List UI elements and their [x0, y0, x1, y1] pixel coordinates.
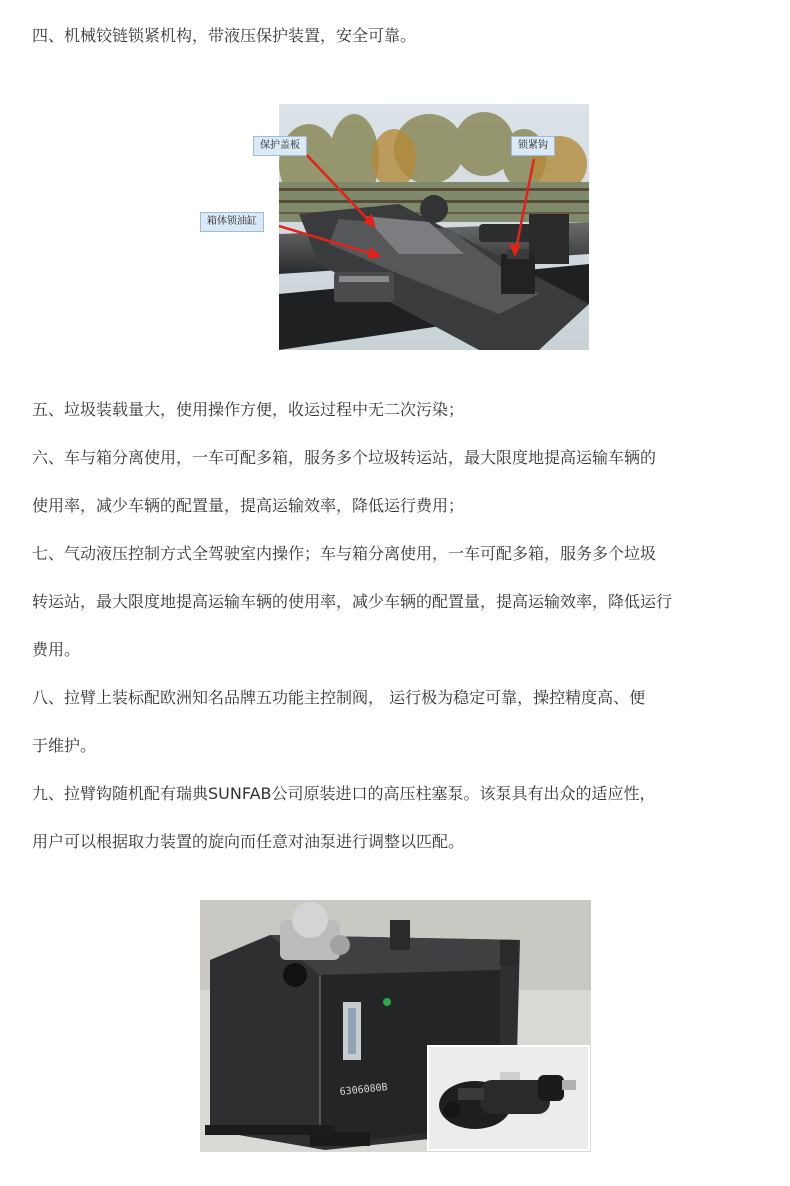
- paragraph-8-line-1: 八、拉臂上装标配欧洲知名品牌五功能主控制阀， 运行极为稳定可靠，操控精度高、便: [32, 688, 646, 707]
- paragraph-8-line-2: 于维护。: [32, 736, 97, 755]
- paragraph-4: 四、机械铰链锁紧机构，带液压保护装置，安全可靠。: [32, 26, 417, 45]
- paragraph-7-line-3: 费用。: [32, 640, 81, 659]
- label-lock-hook: 锁紧钩: [511, 136, 555, 156]
- paragraph-7-line-1: 七、气动液压控制方式全驾驶室内操作；车与箱分离使用，一车可配多箱，服务多个垃圾: [32, 544, 657, 563]
- hinge-lock-photo: [260, 104, 589, 350]
- tank-marking: 6306080B: [339, 1082, 389, 1098]
- paragraph-5: 五、垃圾装载量大，使用操作方便，收运过程中无二次污染；: [32, 400, 465, 419]
- paragraph-7-line-2: 转运站，最大限度地提高运输车辆的使用率，减少车辆的配置量，提高运输效率，降低运行: [32, 592, 673, 611]
- paragraph-9-line-2: 用户可以根据取力装置的旋向而任意对油泵进行调整以匹配。: [32, 832, 465, 851]
- paragraph-6-line-1: 六、车与箱分离使用，一车可配多箱，服务多个垃圾转运站，最大限度地提高运输车辆的: [32, 448, 657, 467]
- label-protective-cover: 保护盖板: [253, 136, 307, 156]
- hydraulic-tank-illustration: [200, 900, 591, 1152]
- label-box-lock-cylinder: 箱体锁油缸: [200, 212, 264, 232]
- hydraulic-tank-photo: [200, 900, 591, 1152]
- paragraph-6-line-2: 使用率，减少车辆的配置量，提高运输效率，降低运行费用；: [32, 496, 465, 515]
- paragraph-9-line-1: 九、拉臂钩随机配有瑞典SUNFAB公司原装进口的高压柱塞泵。该泵具有出众的适应性，: [32, 784, 656, 803]
